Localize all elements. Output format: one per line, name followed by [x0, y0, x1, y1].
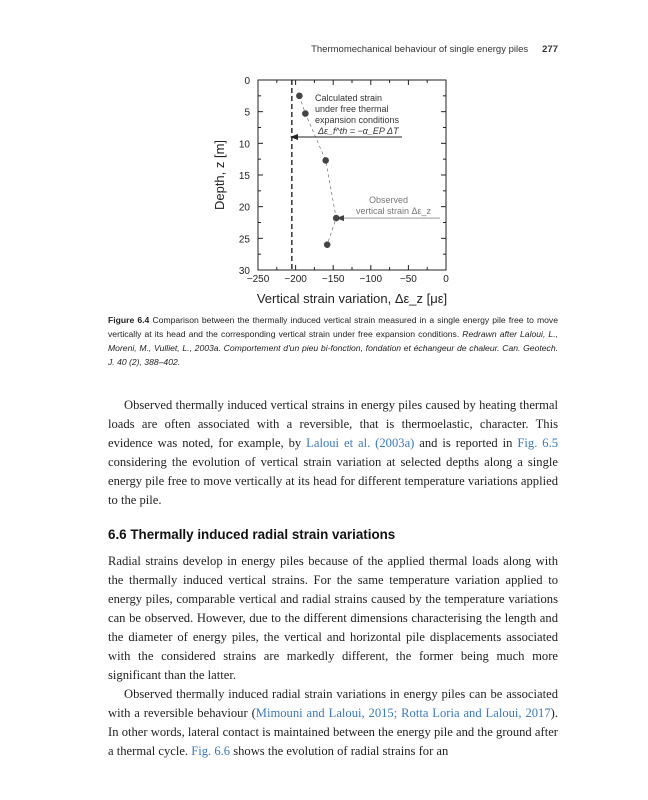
citation-link[interactable]: Laloui et al. (2003a): [306, 436, 415, 450]
text: considering the evolution of vertical strain variation at selected depths along a single energy pile free to move vertically at its head for different temperature variations applied to the pile.: [108, 455, 558, 507]
y-axis-label: Depth, z [m]: [212, 139, 227, 211]
paragraph-2: Radial strains develop in energy piles because of the applied thermal loads along with the thermally induced vertical strains. For the same temperature variation applied to energy piles, comparable vertical and radial strains caused by the temperature variations can be observed. However, due to the different dimensions characterising the length and the diameter of energy piles, the vertical and horizontal pile displacements associated with the considered strains are markedly different, the former being much more significant than the latter.: [108, 554, 558, 682]
x-tick-label: −150: [321, 274, 345, 285]
observed-data-point: [302, 110, 309, 117]
page-number: 277: [542, 44, 558, 55]
caption-source: Redrawn after Laloui, L., Moreni, M., Vulliet, L., 2003a. Comportement d'un pieu bi-fonction, fondation et échangeur de chaleur. Can. Geotech. J. 40 (2), 388–402.: [108, 329, 558, 367]
x-axis-label: Vertical strain variation, Δε_z [με]: [256, 291, 448, 306]
y-tick-label: 20: [238, 202, 250, 214]
running-title: Thermomechanical behaviour of single energy piles: [311, 44, 529, 55]
paragraph-1: [108, 396, 558, 510]
observed-data-point: [324, 241, 331, 248]
figure-chart: [0, 0, 648, 310]
caption-label: Figure 6.4: [108, 315, 150, 325]
y-tick-label: 25: [238, 234, 250, 246]
y-tick-label: 0: [244, 76, 250, 87]
y-tick-label: 30: [238, 266, 250, 277]
paragraph-3: [108, 685, 558, 761]
y-tick-label: 15: [238, 171, 250, 182]
x-tick-label: −250: [246, 274, 270, 285]
y-tick-label: 5: [244, 107, 250, 119]
annotation-calc-3: expansion conditions: [315, 115, 400, 125]
annotation-calc-2: under free thermal: [315, 104, 389, 114]
x-tick-label: −100: [359, 274, 383, 285]
text: Observed thermally induced vertical strains in energy piles caused by heating thermal loads are often associated with a reversible, that is thermoelastic, character. This evidence was noted, for example, by: [108, 398, 558, 450]
body-text-column: [108, 396, 558, 761]
text: Observed thermally induced radial strain variations in energy piles can be associated with a reversible behaviour (: [108, 687, 558, 720]
citation-link[interactable]: Mimouni and Laloui, 2015; Rotta Loria and Laloui, 2017: [255, 706, 551, 720]
text: and is reported in: [414, 436, 518, 450]
x-tick-label: −50: [399, 274, 417, 285]
figure-link[interactable]: Fig. 6.5: [517, 436, 559, 450]
figure-link[interactable]: Fig. 6.6: [191, 744, 231, 758]
caption-text: Comparison between the thermally induced vertical strain measured in a single energy pile free to move vertically at its head and the corresponding vertical strain under free expansion conditions.: [108, 315, 559, 339]
x-tick-label: 0: [443, 274, 449, 285]
annotation-calc-formula: Δε_f^th = −α_EP ΔT: [318, 126, 399, 136]
figure-caption: [108, 313, 558, 369]
observed-data-point: [322, 157, 329, 164]
text: shows the evolution of radial strains for an: [230, 744, 449, 758]
annotation-calc-1: Calculated strain: [315, 93, 383, 103]
text: ). In other words, lateral contact is maintained between the energy pile and the ground after a thermal cycle.: [108, 706, 558, 758]
annotation-obs-1: Observed: [369, 195, 409, 205]
observed-data-point: [296, 93, 303, 100]
x-tick-label: −200: [284, 274, 307, 285]
section-heading: 6.6 Thermally induced radial strain variations: [108, 527, 396, 542]
annotation-obs-2: vertical strain Δε_z: [356, 206, 432, 216]
y-tick-label: 10: [238, 139, 250, 151]
